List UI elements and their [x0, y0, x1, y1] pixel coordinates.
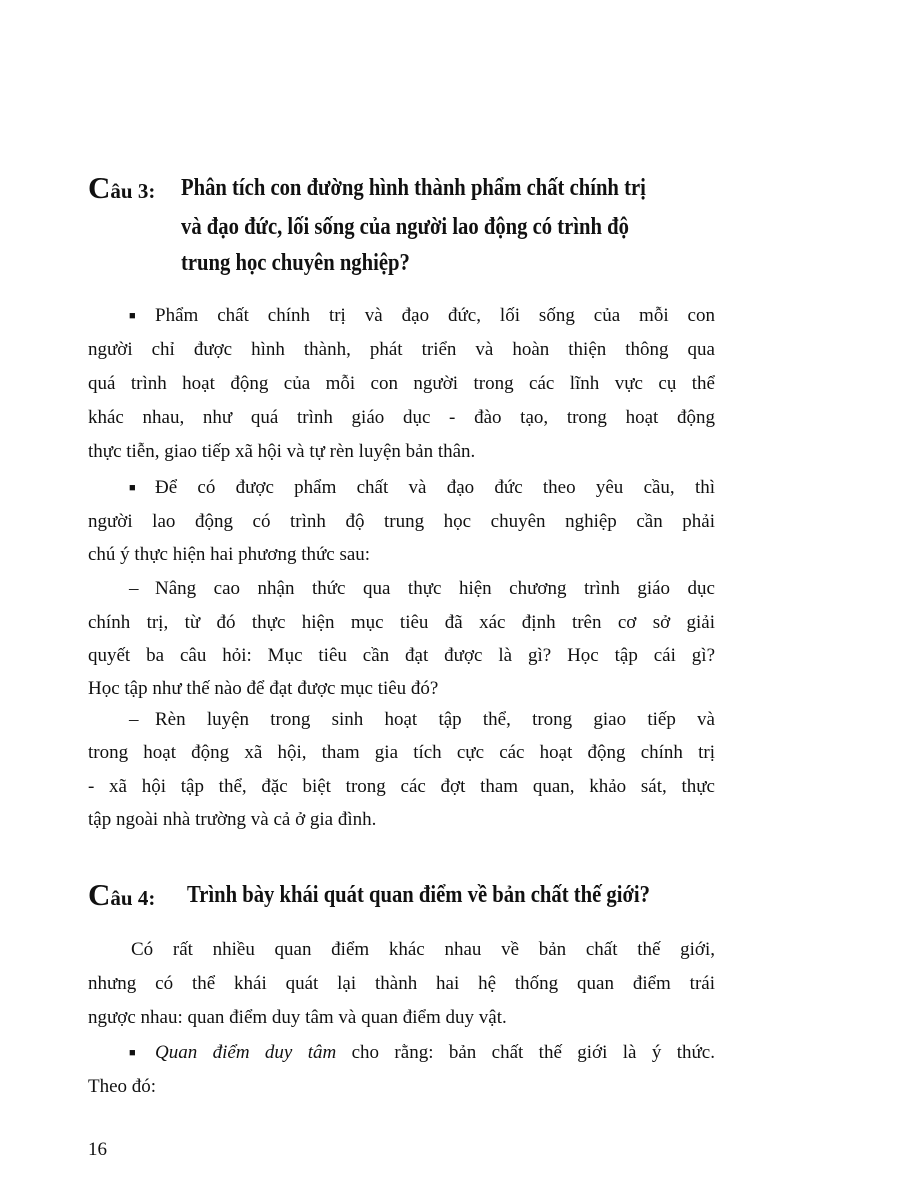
label-initial: C	[88, 877, 111, 912]
paragraph-line: quyết ba câu hỏi: Mục tiêu cần đạt được là gì? Học tập cái gì?	[88, 645, 715, 666]
bullet-icon: ■	[129, 482, 136, 494]
question-3-title-line: Phân tích con đường hình thành phẩm chất chính trị	[181, 175, 646, 201]
paragraph-line: Rèn luyện trong sinh hoạt tập thể, trong giao tiếp và	[155, 709, 715, 730]
question-3-title-line: và đạo đức, lối sống của người lao động có trình độ	[181, 214, 629, 240]
paragraph-line: chú ý thực hiện hai phương thức sau:	[88, 544, 371, 565]
paragraph-line: Theo đó:	[88, 1076, 157, 1097]
question-4-label	[88, 877, 155, 913]
paragraph-line: chính trị, từ đó thực hiện mục tiêu đã xác định trên cơ sở giải	[88, 612, 715, 633]
paragraph-line: - xã hội tập thể, đặc biệt trong các đợt tham quan, khảo sát, thực	[88, 776, 715, 797]
idealism-definition: cho rằng: bản chất thế giới là ý thức.	[336, 1042, 715, 1063]
paragraph-line: trong hoạt động xã hội, tham gia tích cực các hoạt động chính trị	[88, 742, 715, 763]
question-4-title: Trình bày khái quát quan điểm về bản chất thế giới?	[187, 882, 650, 908]
paragraph-line: ngược nhau: quan điểm duy tâm và quan điểm duy vật.	[88, 1007, 507, 1028]
dash-marker: –	[129, 709, 139, 730]
paragraph-line: Nâng cao nhận thức qua thực hiện chương trình giáo dục	[155, 578, 715, 599]
question-3-label	[88, 170, 155, 206]
paragraph-line: khác nhau, như quá trình giáo dục - đào tạo, trong hoạt động	[88, 407, 715, 428]
paragraph-line: người chỉ được hình thành, phát triển và hoàn thiện thông qua	[88, 339, 715, 360]
paragraph-line: Học tập như thế nào để đạt được mục tiêu đó?	[88, 678, 439, 699]
paragraph-line: Có rất nhiều quan điểm khác nhau về bản chất thế giới,	[131, 939, 715, 960]
page-number: 16	[88, 1139, 107, 1160]
paragraph-line: quá trình hoạt động của mỗi con người trong các lĩnh vực cụ thể	[88, 373, 715, 394]
idealism-term: Quan điểm duy tâm	[155, 1042, 337, 1063]
paragraph-line: Phẩm chất chính trị và đạo đức, lối sống của mỗi con	[155, 305, 715, 326]
question-3-title-line: trung học chuyên nghiệp?	[181, 250, 410, 276]
label-rest: âu 3:	[110, 179, 156, 203]
label-initial: C	[88, 170, 111, 205]
dash-marker: –	[129, 578, 139, 599]
paragraph-line: người lao động có trình độ trung học chuyên nghiệp cần phải	[88, 511, 715, 532]
paragraph-line: thực tiễn, giao tiếp xã hội và tự rèn luyện bản thân.	[88, 441, 476, 462]
bullet-icon: ■	[129, 1047, 136, 1059]
paragraph-line: nhưng có thể khái quát lại thành hai hệ thống quan điểm trái	[88, 973, 715, 994]
paragraph-line: tập ngoài nhà trường và cả ở gia đình.	[88, 809, 377, 830]
paragraph-line: Để có được phẩm chất và đạo đức theo yêu cầu, thì	[155, 477, 715, 498]
label-rest: âu 4:	[110, 886, 156, 910]
paragraph-line	[155, 1036, 715, 1070]
bullet-icon: ■	[129, 310, 136, 322]
